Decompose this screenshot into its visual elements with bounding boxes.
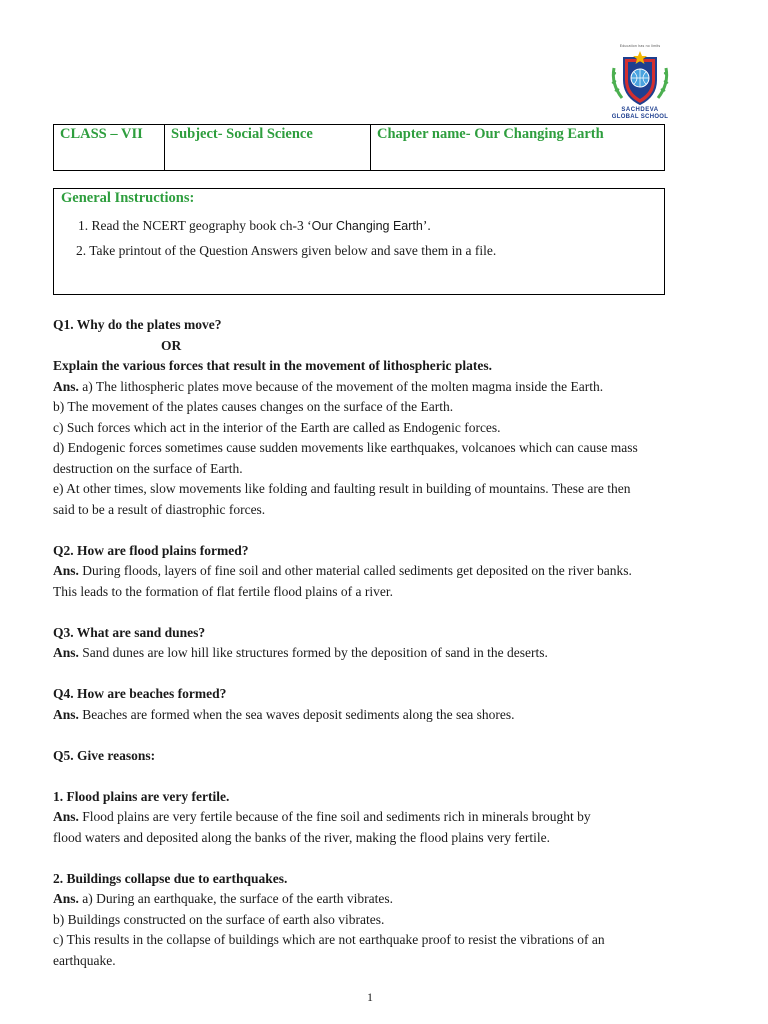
subject-cell: Subject- Social Science bbox=[165, 125, 371, 171]
chapter-cell: Chapter name- Our Changing Earth bbox=[371, 125, 665, 171]
q2-question: Q2. How are flood plains formed? bbox=[53, 542, 249, 558]
ans-label: Ans. bbox=[53, 378, 79, 394]
q5-reason2-answer-c-line1: c) This results in the collapse of buildings which are not earthquake proof to resist the vibrations of an bbox=[53, 932, 605, 947]
instruction-1-end: ’. bbox=[422, 218, 431, 233]
instruction-item-1 bbox=[78, 218, 431, 234]
school-logo bbox=[608, 44, 688, 124]
q5-reason2-answer-a bbox=[53, 889, 713, 910]
q1-answer-c: c) Such forces which act in the interior of the Earth are called as Endogenic forces. bbox=[53, 419, 501, 435]
q3-answer-line1 bbox=[53, 643, 713, 664]
book-title: Our Changing Earth bbox=[311, 219, 423, 233]
q2-answer-line2: This leads to the formation of flat fertile flood plains of a river. bbox=[53, 583, 394, 599]
school-crest-icon bbox=[608, 48, 672, 110]
ans-label: Ans. bbox=[53, 809, 79, 824]
q5-reason1-answer-line2: flood waters and deposited along the banks of the river, making the flood plains very fertile. bbox=[53, 829, 550, 845]
instruction-item-2: 2. Take printout of the Question Answers given below and save them in a file. bbox=[76, 243, 497, 258]
q1-answer-e-line2: said to be a result of diastrophic forces. bbox=[53, 501, 266, 517]
questions-content bbox=[53, 315, 713, 971]
class-cell: CLASS – VII bbox=[54, 125, 165, 171]
q1-answer-a bbox=[53, 377, 713, 398]
q1-answer-d-line2: destruction on the surface of Earth. bbox=[53, 460, 243, 476]
q4-question: Q4. How are beaches formed? bbox=[53, 686, 227, 701]
ans-label: Ans. bbox=[53, 645, 79, 660]
answer-text: Flood plains are very fertile because of the fine soil and sediments rich in minerals brought by bbox=[78, 809, 591, 824]
q1-alt-question: Explain the various forces that result in the movement of lithospheric plates. bbox=[53, 358, 492, 373]
ans-label: Ans. bbox=[53, 706, 79, 722]
answer-text: Beaches are formed when the sea waves deposit sediments along the sea shores. bbox=[78, 706, 515, 722]
q1-or: OR bbox=[161, 337, 182, 353]
q1-answer-d-line1: d) Endogenic forces sometimes cause sudden movements like earthquakes, volcanoes which can cause mass bbox=[53, 440, 638, 455]
logo-school-name-line2: GLOBAL SCHOOL bbox=[611, 114, 669, 120]
q1-question: Q1. Why do the plates move? bbox=[53, 317, 222, 332]
q5-reason1-title: 1. Flood plains are very fertile. bbox=[53, 788, 230, 804]
answer-text: a) During an earthquake, the surface of the earth vibrates. bbox=[78, 891, 393, 906]
answer-text: a) The lithospheric plates move because of the movement of the molten magma inside the Earth. bbox=[78, 378, 604, 394]
instruction-1-text: 1. Read the NCERT geography book ch-3 ‘ bbox=[78, 218, 312, 233]
q2-answer-line1 bbox=[53, 561, 713, 582]
logo-school-name-line1: SACHDEVA bbox=[621, 107, 659, 113]
header-table bbox=[53, 124, 665, 171]
ans-label: Ans. bbox=[53, 563, 79, 578]
q5-reason2-answer-c-line2: earthquake. bbox=[53, 952, 116, 968]
answer-text: Sand dunes are low hill like structures formed by the deposition of sand in the deserts. bbox=[78, 645, 548, 660]
general-instructions-box bbox=[53, 188, 665, 295]
q5-reason2-answer-b: b) Buildings constructed on the surface of earth also vibrates. bbox=[53, 911, 385, 927]
q5-reason2-title: 2. Buildings collapse due to earthquakes. bbox=[53, 870, 288, 886]
page-number: 1 bbox=[367, 990, 373, 1004]
q4-answer-line1 bbox=[53, 705, 713, 726]
q1-answer-b: b) The movement of the plates causes changes on the surface of the Earth. bbox=[53, 399, 454, 414]
q5-question: Q5. Give reasons: bbox=[53, 747, 156, 763]
q1-answer-e-line1: e) At other times, slow movements like folding and faulting result in building of mountains. These are then bbox=[53, 481, 631, 496]
answer-text: During floods, layers of fine soil and other material called sediments get deposited on the river banks. bbox=[78, 563, 632, 578]
ans-label: Ans. bbox=[53, 891, 79, 906]
q3-question: Q3. What are sand dunes? bbox=[53, 624, 206, 640]
instructions-title: General Instructions: bbox=[61, 190, 195, 206]
logo-motto: Education has no limits bbox=[619, 44, 661, 48]
q5-reason1-answer-line1 bbox=[53, 807, 713, 828]
